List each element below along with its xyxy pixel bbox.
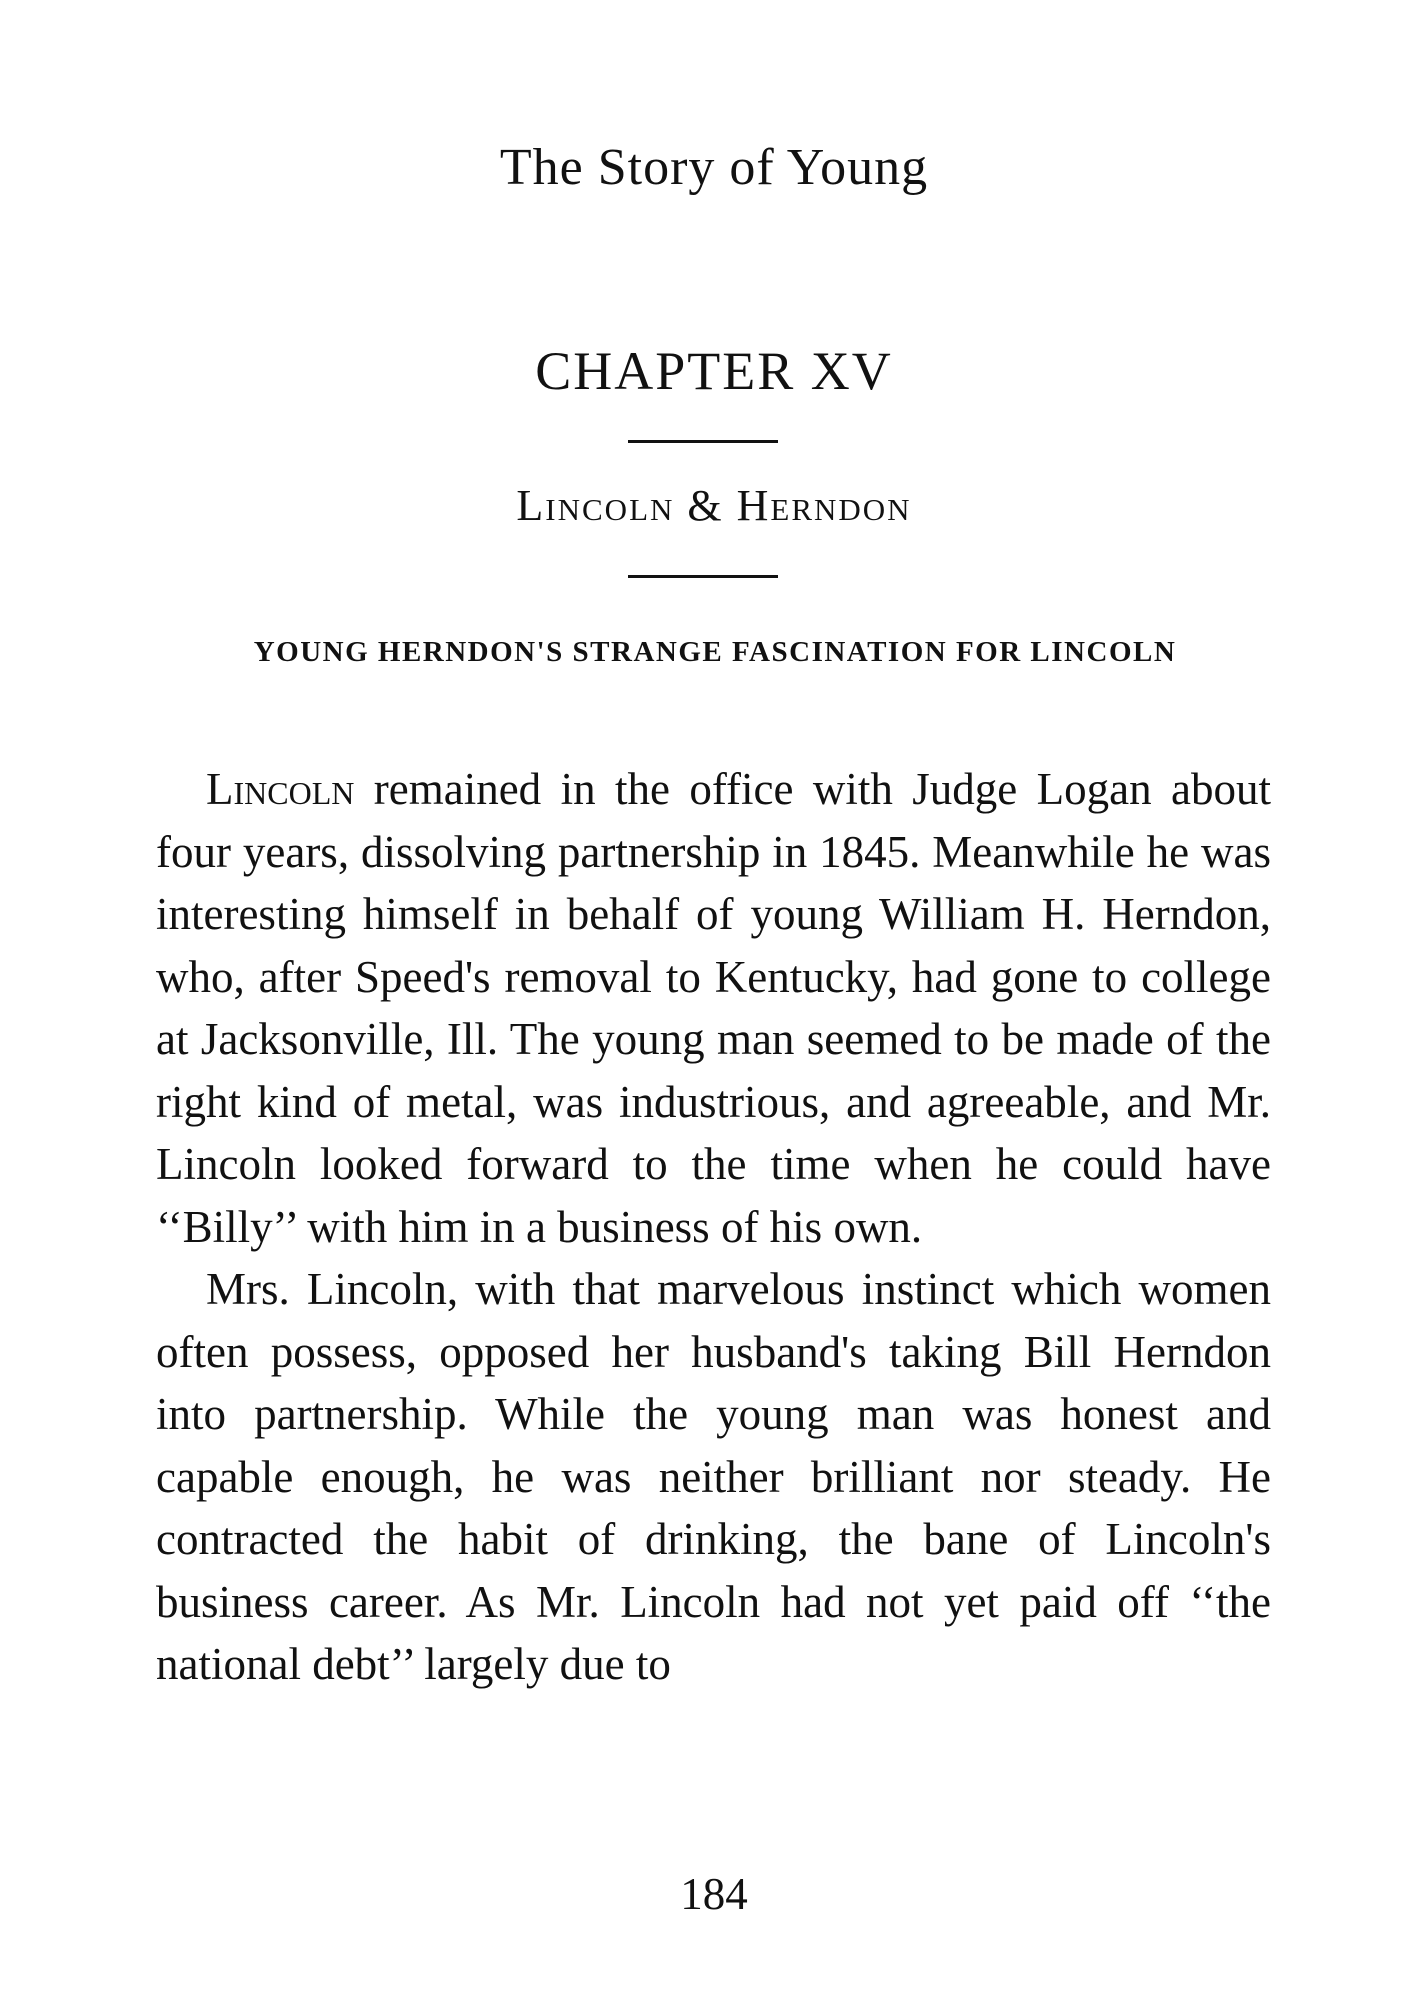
section-heading: YOUNG HERNDON'S STRANGE FASCINATION FOR LINCOLN: [253, 636, 1177, 668]
paragraph-1-text: remained in the office with Judge Logan about four years, dissolving partnership in 1845. Meanwhile he was interesting himself in behalf of young William H. Herndon, who, after Speed's removal to Kentucky, had gone to college at Jacksonville, Ill. The young man seemed to be made of the right kind of metal, was industrious, and agreeable, and Mr. Lincoln looked forward to the time when he could have ‘‘Billy’’ with him in a business of his own.: [156, 764, 1271, 1252]
divider-rule-bottom: [628, 575, 778, 578]
chapter-title: CHAPTER XV: [535, 341, 893, 401]
paragraph-lead-word: Lincoln: [206, 764, 355, 814]
body-text: [156, 758, 1271, 1696]
page-number: 184: [680, 1869, 748, 1919]
paragraph-1: [156, 758, 1271, 1258]
paragraph-2-text: Mrs. Lincoln, with that marvelous instinct which women often possess, opposed her husband's taking Bill Herndon into partnership. While the young man was honest and capable enough, he was neither brilliant nor steady. He contracted the habit of drinking, the bane of Lincoln's business career. As Mr. Lincoln had not yet paid off ‘‘the national debt’’ largely due to: [156, 1264, 1271, 1689]
divider-rule-top: [628, 440, 778, 443]
paragraph-2: [156, 1258, 1271, 1696]
chapter-subtitle: Lincoln & Herndon: [516, 481, 912, 530]
running-head: The Story of Young: [499, 139, 929, 196]
